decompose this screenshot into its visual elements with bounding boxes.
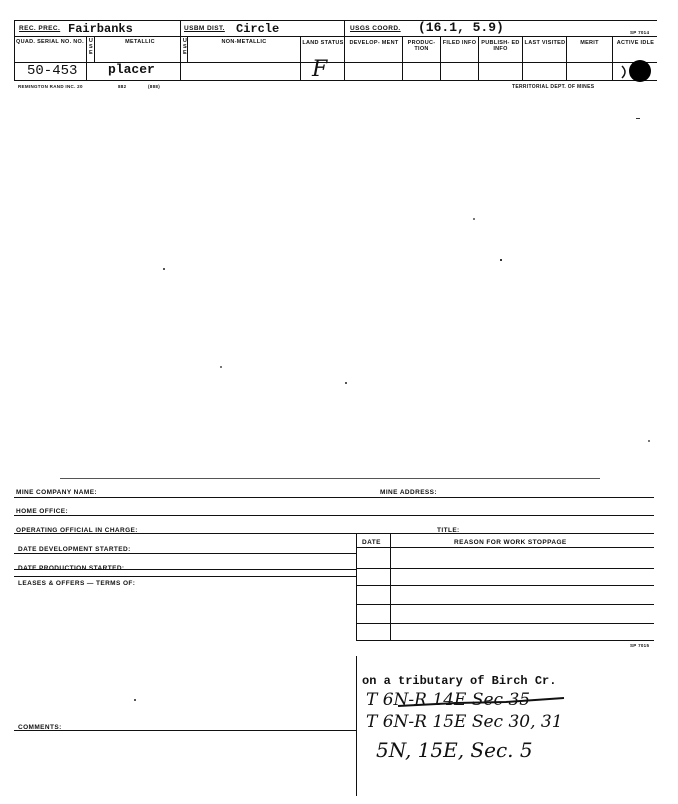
handwritten-line-1: T 6N-R 14E Sec 35: [366, 690, 531, 710]
mine-address-label: MINE ADDRESS:: [380, 489, 437, 496]
leases-offers-label: LEASES & OFFERS — TERMS OF:: [18, 580, 136, 587]
mine-company-name-label: MINE COMPANY NAME:: [16, 489, 97, 496]
merit-header: MERIT: [580, 40, 599, 46]
date-production-label: DATE PRODUCTION STARTED:: [18, 565, 125, 572]
active-idle-header: ACTIVE IDLE: [616, 40, 655, 46]
strikethrough-mark: [396, 694, 566, 710]
usgs-coord-value: (16.1, 5.9): [418, 20, 504, 35]
metallic-value: placer: [108, 62, 155, 77]
non-metallic-header: NON-METALLIC: [221, 39, 267, 45]
active-idle-punch-mark: [616, 58, 656, 84]
published-info-header: PUBLISH- ED INFO: [481, 40, 520, 52]
title-label: TITLE:: [437, 527, 460, 534]
printer-code-2: (888): [148, 84, 161, 89]
usgs-coord-label: USGS COORD.: [350, 25, 401, 32]
date-development-label: DATE DEVELOPMENT STARTED:: [18, 546, 131, 553]
handwritten-line-3: 5N, 15E, Sec. 5: [376, 738, 533, 762]
quad-serial-value: 50-453: [27, 63, 78, 79]
last-visited-header: LAST VISITED: [524, 40, 566, 46]
quad-serial-header: QUAD. SERIAL NO. NO.: [16, 39, 84, 45]
printer-imprint: REMINGTON RAND INC. 20: [18, 84, 83, 89]
form-number-bottom: SP 7015: [630, 643, 650, 648]
rec-prec-label: REC. PREC.: [19, 25, 61, 32]
development-header: DEVELOP- MENT: [349, 40, 399, 46]
rec-prec-value: Fairbanks: [68, 22, 133, 36]
production-header: PRODUC- TION: [407, 40, 436, 52]
form-number-top: SP 7014: [630, 30, 650, 35]
date-column-header: DATE: [362, 539, 381, 546]
handwritten-line-2: T 6N-R 15E Sec 30, 31: [366, 712, 563, 732]
agency-imprint: TERRITORIAL DEPT. OF MINES: [512, 84, 595, 90]
land-status-value: F: [312, 57, 328, 82]
handwritten-note-struck: [366, 690, 530, 710]
use-header: U S E: [88, 38, 94, 56]
typed-note: on a tributary of Birch Cr.: [362, 674, 557, 688]
usbm-dist-label: USBM DIST.: [184, 25, 225, 32]
home-office-label: HOME OFFICE:: [16, 508, 69, 515]
filed-info-header: FILED INFO: [442, 40, 477, 46]
land-status-header: LAND STATUS: [302, 40, 344, 46]
printer-code-1: 882: [118, 84, 127, 89]
comments-label: COMMENTS:: [18, 724, 62, 731]
reason-column-header: REASON FOR WORK STOPPAGE: [454, 539, 567, 546]
metallic-header: METALLIC: [125, 39, 155, 45]
operating-official-label: OPERATING OFFICIAL IN CHARGE:: [16, 527, 138, 534]
usbm-dist-value: Circle: [236, 22, 280, 36]
use-header-2: U S E: [182, 38, 188, 56]
